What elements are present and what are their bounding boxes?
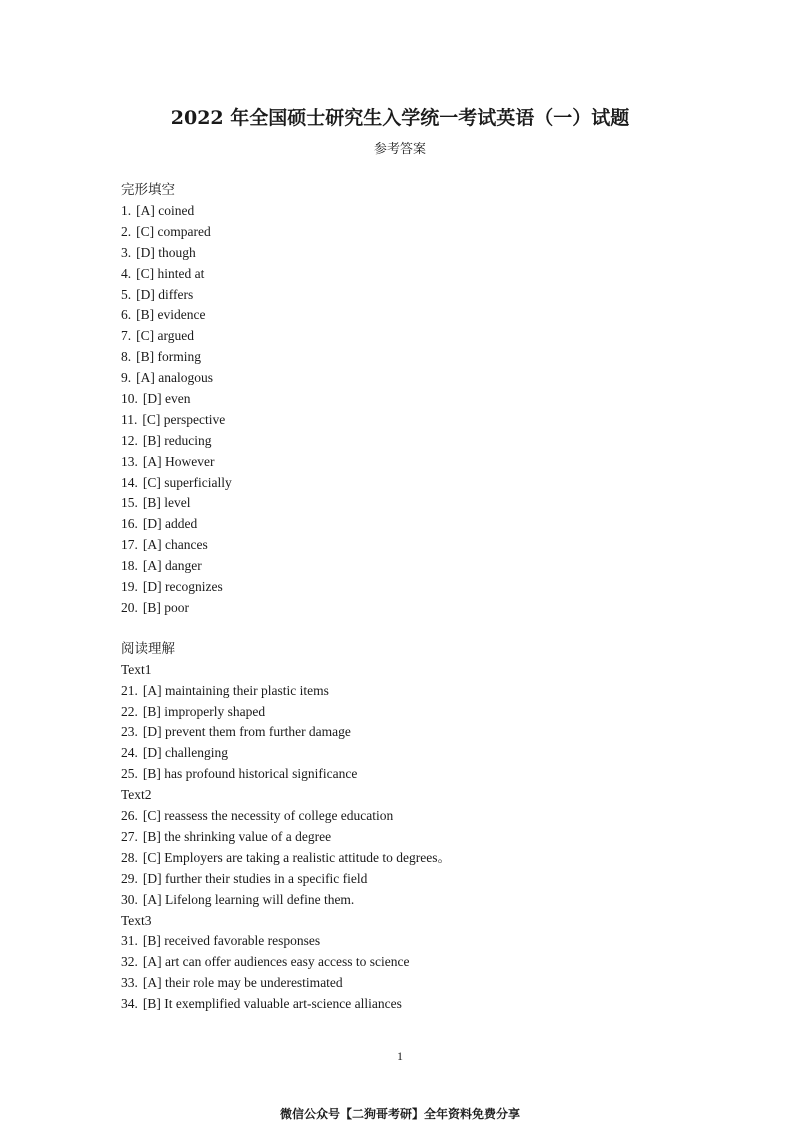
answer-text: [C] Employers are taking a realistic attitude to degrees。 [142,849,452,865]
answer-item [121,514,741,535]
reading-text-2 [121,785,741,910]
answer-item [121,890,741,911]
answer-text: [D] prevent them from further damage [142,724,351,740]
answer-item [121,931,741,952]
answer-number: 26. [121,808,138,824]
answer-text: [A] analogous [136,370,213,386]
text-label: Text1 [121,661,152,677]
answer-item [121,326,741,347]
answer-text: [A] chances [142,537,208,553]
answer-number: 6. [121,307,132,323]
answer-item [121,410,741,431]
answer-item [121,827,741,848]
answer-item [121,598,741,619]
answer-number: 11. [121,411,138,427]
answer-number: 21. [121,682,138,698]
answer-item [121,535,741,556]
answer-item [121,806,741,827]
answer-item [121,201,741,222]
answer-text: [A] maintaining their plastic items [142,682,329,698]
answer-text: [B] poor [142,599,189,615]
page-number: 1 [397,1049,403,1063]
answer-number: 12. [121,432,138,448]
answer-item [121,431,741,452]
answer-number: 7. [121,328,132,344]
answer-item [121,764,741,785]
answer-number: 29. [121,870,138,886]
answer-number: 25. [121,766,138,782]
answer-item [121,389,741,410]
answer-text: [D] challenging [142,745,228,761]
answer-number: 3. [121,244,132,260]
answer-item [121,973,741,994]
answer-number: 4. [121,265,132,281]
text2-answer-list [121,806,741,910]
answer-text: [A] Lifelong learning will define them. [142,891,355,907]
answer-number: 15. [121,495,138,511]
answer-number: 10. [121,391,138,407]
answer-number: 13. [121,453,138,469]
answer-number: 23. [121,724,138,740]
answer-number: 18. [121,558,138,574]
answer-text: [B] evidence [136,307,206,323]
answer-text: [A] However [142,453,215,469]
answer-item [121,222,741,243]
answer-item [121,473,741,494]
answer-text: [C] argued [136,328,194,344]
answer-item [121,952,741,973]
answer-text: [D] further their studies in a specific field [142,870,368,886]
answer-text: [B] received favorable responses [142,933,321,949]
answer-item [121,722,741,743]
answer-number: 8. [121,349,132,365]
answer-number: 20. [121,599,138,615]
answer-number: 16. [121,516,138,532]
answer-number: 24. [121,745,138,761]
reading-heading: 阅读理解 [121,640,175,657]
answer-number: 31. [121,933,138,949]
answer-number: 19. [121,579,138,595]
answer-number: 28. [121,849,138,865]
answer-item [121,493,741,514]
answer-number: 5. [121,286,132,302]
answer-text: [B] has profound historical significance [142,766,358,782]
answer-item [121,743,741,764]
answer-text: [B] level [142,495,191,511]
answer-text: [C] compared [136,223,211,239]
answer-content [121,180,741,1015]
answer-number: 27. [121,828,138,844]
answer-text: [D] even [142,391,191,407]
answer-text: [C] superficially [142,474,232,490]
answer-number: 9. [121,370,132,386]
answer-item [121,556,741,577]
text1-answer-list [121,681,741,785]
answer-item [121,264,741,285]
answer-text: [A] art can offer audiences easy access to science [142,954,410,970]
document-subtitle: 参考答案 [373,142,426,157]
answer-item [121,577,741,598]
cloze-heading: 完形填空 [121,182,175,198]
answer-item [121,347,741,368]
answer-item [121,243,741,264]
answer-text: [C] perspective [142,411,226,427]
answer-text: [C] reassess the necessity of college education [142,808,394,824]
answer-item [121,452,741,473]
answer-text: [B] reducing [142,432,212,448]
answer-text: [D] differs [136,286,194,302]
answer-number: 14. [121,474,138,490]
answer-text: [B] forming [136,349,201,365]
answer-item [121,994,741,1015]
reading-text-3 [121,911,741,1015]
answer-number: 2. [121,223,132,239]
answer-text: [C] hinted at [136,265,205,281]
answer-item [121,869,741,890]
text3-answer-list [121,931,741,1015]
answer-item [121,702,741,723]
answer-text: [D] recognizes [142,579,223,595]
answer-text: [D] added [142,516,198,532]
answer-text: [B] It exemplified valuable art-science alliances [142,996,402,1012]
answer-item [121,305,741,326]
answer-text: [A] danger [142,558,202,574]
answer-text: [B] improperly shaped [142,703,266,719]
answer-number: 32. [121,954,138,970]
answer-number: 33. [121,975,138,991]
section-spacer [121,619,741,639]
answer-item [121,848,741,869]
answer-text: [A] their role may be underestimated [142,975,343,991]
answer-number: 22. [121,703,138,719]
footer-note: 微信公众号【二狗哥考研】全年资料免费分享 [279,1107,520,1121]
answer-text: [B] the shrinking value of a degree [142,828,332,844]
document-title: 2022 年全国硕士研究生入学统一考试英语（一）试题 [170,107,630,129]
text-label: Text2 [121,787,152,803]
answer-number: 34. [121,996,138,1012]
answer-number: 17. [121,537,138,553]
answer-number: 30. [121,891,138,907]
reading-text-1 [121,660,741,785]
answer-item [121,368,741,389]
answer-text: [D] though [136,244,196,260]
answer-item [121,285,741,306]
text-label: Text3 [121,912,152,928]
answer-item [121,681,741,702]
answer-number: 1. [121,203,132,218]
answer-text: [A] coined [136,203,195,218]
cloze-answer-list [121,201,741,619]
